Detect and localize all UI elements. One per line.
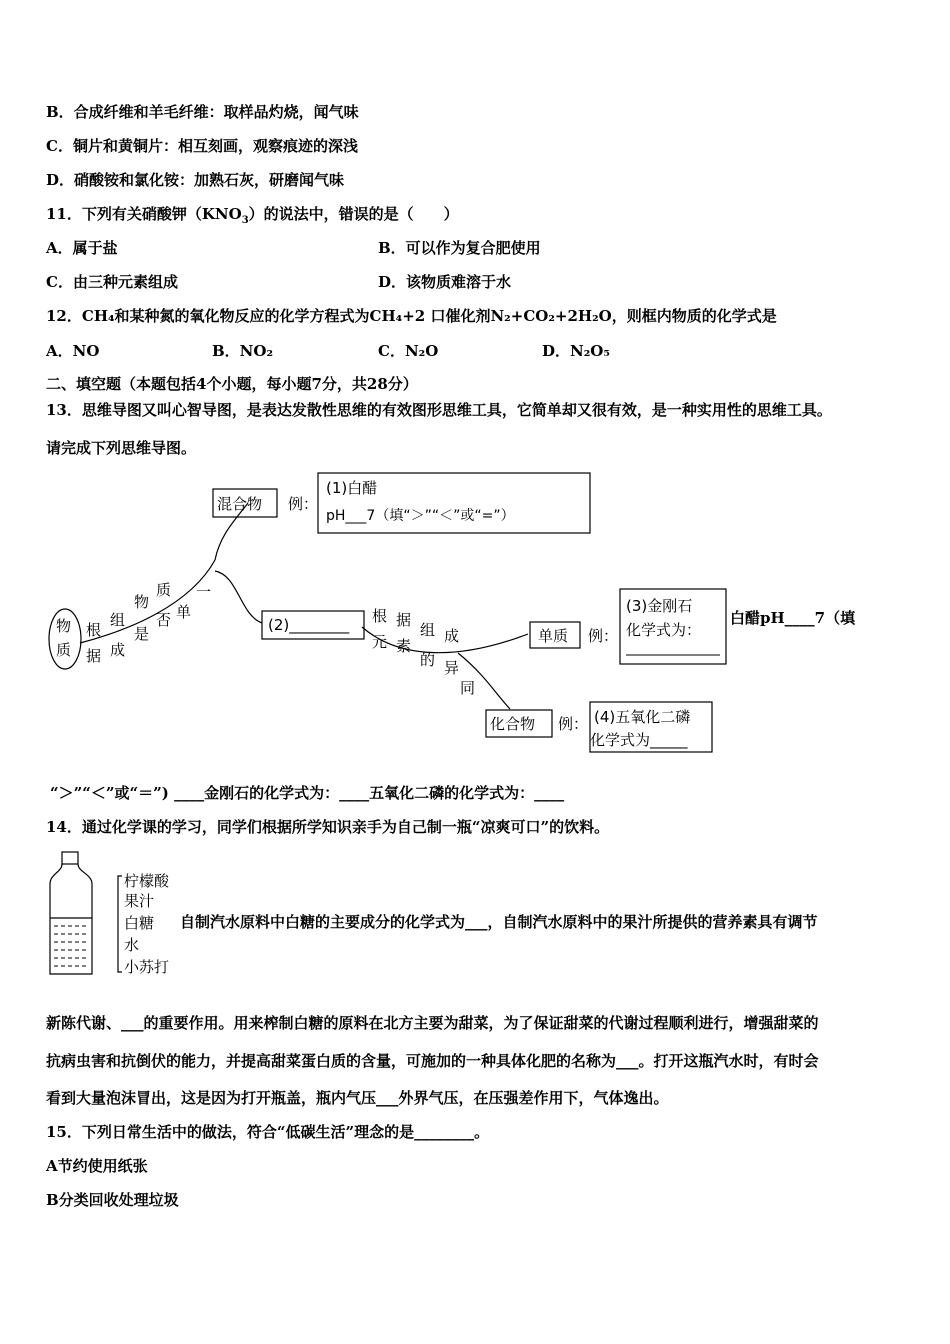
example-1-line1: (1)白醋 — [326, 479, 378, 497]
q15-option-a: A节约使用纸张 — [46, 1157, 148, 1175]
q14-para-2: 抗病虫害和抗倒伏的能力，并提高甜菜蛋白质的含量，可施加的一种具体化肥的名称为___。打开这瓶汽水时，有时会 — [46, 1052, 819, 1070]
q15-option-b: B分类回收处理垃圾 — [46, 1191, 179, 1209]
branch2-char: 据 — [396, 611, 412, 629]
mixture-label: 混合物 — [217, 495, 263, 513]
q14-para-3: 看到大量泡沫冒出，这是因为打开瓶盖，瓶内气压___外界气压，在压强差作用下，气体逸出。 — [46, 1089, 669, 1107]
q14-para-1: 新陈代谢、___的重要作用。用来榨制白糖的原料在北方主要为甜菜，为了保证甜菜的代谢过程顺利进行，增强甜菜的 — [46, 1014, 819, 1032]
q14-stem: 14．通过化学课的学习，同学们根据所学知识亲手为自己制一瓶“凉爽可口”的饮料。 — [46, 818, 610, 836]
q11-stem-part2: ）的说法中，错误的是（ ） — [248, 205, 459, 223]
branch1-char: 质 — [156, 581, 172, 599]
branch2-char: 同 — [460, 679, 476, 697]
branch-line-pure — [215, 571, 262, 623]
branch2-char: 的 — [420, 651, 436, 669]
q13-side-text: 白醋pH____7（填 — [730, 609, 856, 627]
ingredient-label: 水 — [124, 936, 140, 954]
branch1-char: 一 — [196, 583, 212, 601]
q12-option-d: D．N₂O₅ — [542, 342, 610, 360]
example-3-line1: (3)金刚石 — [626, 597, 693, 615]
element-example-label: 例： — [588, 627, 619, 645]
q11-option-c: C．由三种元素组成 — [46, 273, 178, 291]
q14-side-text: 自制汽水原料中白糖的主要成分的化学式为___，自制汽水原料中的果汁所提供的营养素具有调节 — [180, 913, 818, 931]
q12-option-b: B．NO₂ — [212, 342, 274, 360]
example-4-line1: (4)五氧化二磷 — [594, 708, 691, 726]
q10-option-b: B．合成纤维和羊毛纤维：取样品灼烧，闻气味 — [46, 103, 359, 121]
q12-stem: 12．CH₄和某种氮的氧化物反应的化学方程式为CH₄+2 口催化剂N₂+CO₂+2H₂O，则框内物质的化学式是 — [46, 307, 777, 325]
q10-option-c: C．铜片和黄铜片：相互刻画，观察痕迹的深浅 — [46, 137, 358, 155]
branch2-char: 异 — [444, 659, 460, 677]
root-char-1: 物 — [56, 617, 72, 635]
branch1-char: 成 — [110, 641, 126, 659]
root-char-2: 质 — [56, 641, 72, 659]
q15-stem: 15．下列日常生活中的做法，符合“低碳生活”理念的是________。 — [46, 1123, 490, 1141]
q11-stem-part1: 11．下列有关硝酸钾（KNO — [46, 205, 242, 223]
q13-stem-line1: 13．思维导图又叫心智导图，是表达发散性思维的有效图形思维工具，它简单却又很有效，是一种实用性的思维工具。 — [46, 401, 832, 419]
ingredient-label: 柠檬酸 — [124, 872, 170, 890]
q11-option-a: A．属于盐 — [46, 239, 118, 257]
q11-option-d: D．该物质难溶于水 — [378, 273, 512, 291]
q11-stem-subscript: 3 — [241, 215, 249, 226]
ingredient-label: 白糖 — [124, 914, 155, 932]
branch2-char: 素 — [396, 637, 412, 655]
example-4-line2: 化学式为_____ — [590, 731, 688, 749]
pure-substance-label: (2)________ — [268, 616, 350, 634]
branch1-char: 是 — [134, 625, 150, 643]
q10-option-d: D．硝酸铵和氯化铵：加熟石灰，研磨闻气味 — [46, 171, 345, 189]
branch1-char: 否 — [156, 611, 172, 629]
ingredient-label: 小苏打 — [124, 958, 170, 976]
q12-option-c: C．N₂O — [378, 342, 439, 360]
example-1-line2: pH___7（填“＞”“＜”或“=”） — [326, 508, 515, 524]
branch2-char: 组 — [420, 621, 436, 639]
bottle-cap — [62, 852, 78, 864]
mixture-example-label: 例： — [288, 495, 319, 513]
branch2-char: 元 — [372, 633, 388, 651]
q11-stem — [46, 204, 459, 231]
branch2-char: 根 — [372, 607, 388, 625]
branch1-char: 据 — [86, 647, 102, 665]
ingredient-label: 果汁 — [124, 892, 155, 910]
branch2-char: 成 — [444, 627, 460, 645]
branch1-char: 物 — [134, 593, 150, 611]
bottle-diagram — [44, 848, 194, 983]
q13-stem-line2: 请完成下列思维导图。 — [46, 439, 197, 457]
branch1-char: 组 — [110, 611, 126, 629]
q12-option-a: A．NO — [46, 342, 100, 360]
section-heading: 二、填空题（本题包括4个小题，每小题7分，共28分） — [46, 375, 418, 393]
q13-answer-line: “＞”“＜”或“＝”) ____金刚石的化学式为：____五氧化二磷的化学式为：____ — [50, 784, 565, 802]
ingredient-bracket — [118, 876, 122, 972]
liquid-lines — [54, 926, 88, 966]
branch1-char: 单 — [176, 603, 192, 621]
branch1-char: 根 — [86, 621, 102, 639]
example-3-line2: 化学式为： — [626, 621, 702, 639]
element-label: 单质 — [538, 627, 569, 645]
compound-example-label: 例： — [558, 715, 589, 733]
compound-label: 化合物 — [490, 715, 536, 733]
q11-option-b: B．可以作为复合肥使用 — [378, 239, 541, 257]
